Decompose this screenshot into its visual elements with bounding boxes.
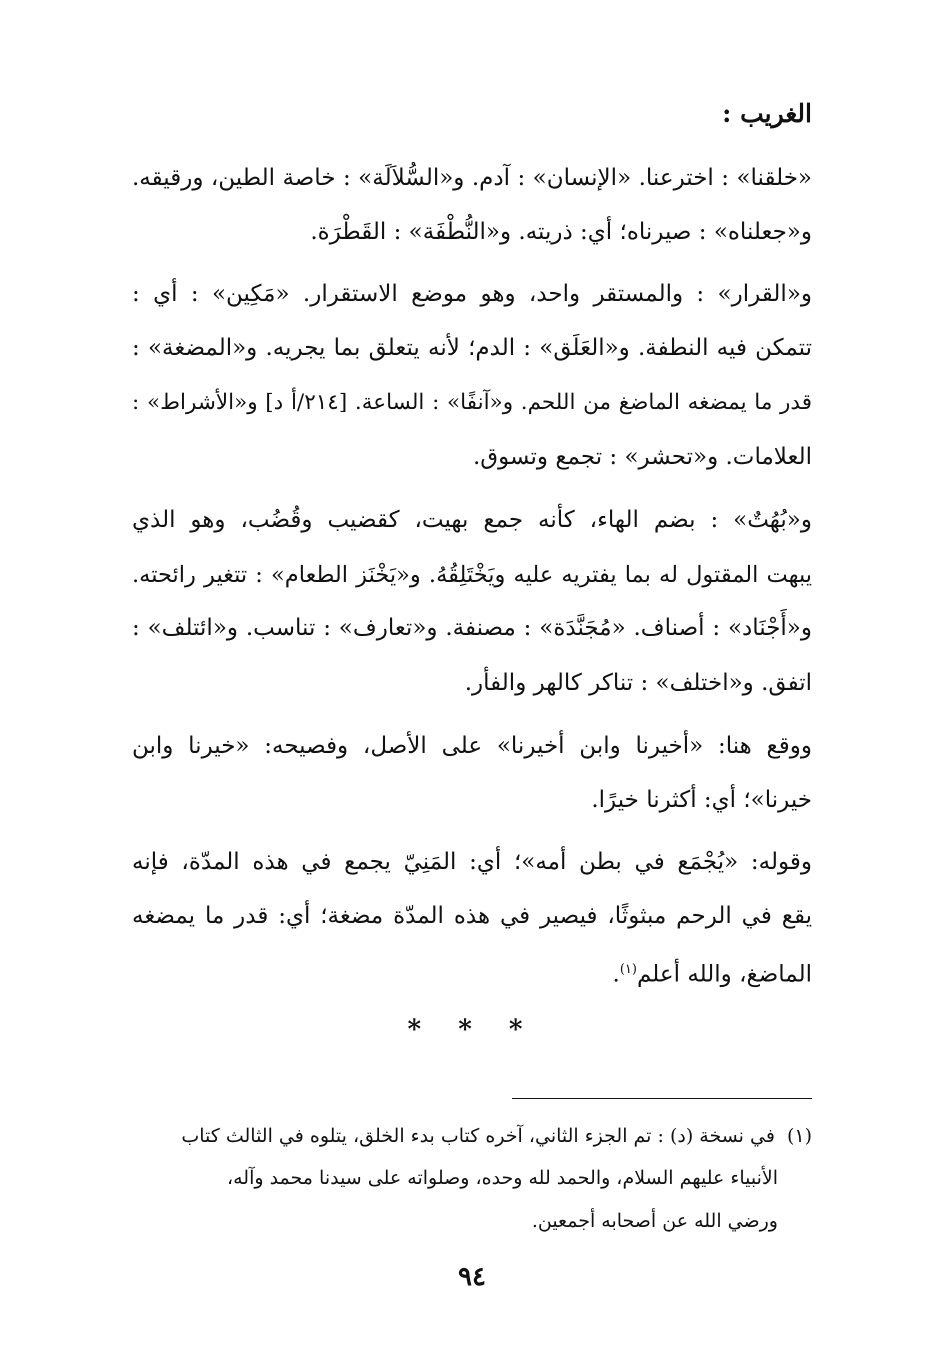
paragraph-4-line-1: ووقع هنا: «أخيرنا وابن أخيرنا» على الأصل، وفصيحه: «خيرنا وابن [132, 733, 812, 759]
paragraph-5-line-3-text: الماضغ، والله أعلم [636, 961, 812, 988]
section-separator: * * * [407, 1015, 537, 1045]
paragraph-2-line-3: قدر ما يمضغه الماضغ من اللحم. و«آنفًا» : الساعة. [٢١٤/أ د] و«الأشراط» : [132, 390, 812, 415]
paragraph-1-line-1: «خلقنا» : اخترعنا. «الإنسان» : آدم. و«السُّلاَلَة» : خاصة الطين، ورقيقه. [132, 165, 812, 191]
paragraph-2-line-4: العلامات. و«تحشر» : تجمع وتسوق. [472, 444, 812, 470]
paragraph-5-end-punct: . [612, 961, 620, 988]
paragraph-1-line-2: و«جعلناه» : صيرناه؛ أي: ذريته. و«النُّطْفَة» : القَطْرَة. [310, 219, 812, 245]
footnote-divider [512, 1098, 812, 1099]
section-heading: الغريب : [722, 99, 812, 128]
paragraph-3-line-1: و«بُهُتٌ» : بضم الهاء، كأنه جمع بهيت، كقضيب وقُضُب، وهو الذي [132, 507, 812, 533]
paragraph-5-line-3 [132, 950, 812, 990]
paragraph-4-line-2: خيرنا»؛ أي: أكثرنا خيرًا. [591, 787, 812, 813]
footnote-number: (١) [786, 1125, 812, 1147]
paragraph-5-line-2: يقع في الرحم مبثوثًا، فيصير في هذه المدّة مضغة؛ أي: قدر ما يمضغه [132, 903, 812, 929]
page-number: ٩٤ [458, 1262, 486, 1292]
footnote-line-1-text: في نسخة (د) : تم الجزء الثاني، آخره كتاب بدء الخلق، يتلوه في الثالث كتاب [181, 1125, 775, 1147]
paragraph-2-line-1: و«القرار» : والمستقر واحد، وهو موضع الاستقرار. «مَكِين» : أي : [132, 281, 812, 307]
footnote-line-3: ورضي الله عن أصحابه أجمعين. [531, 1210, 778, 1232]
paragraph-3-line-2: يبهت المقتول له بما يفتريه عليه ويَخْتَلِقُهُ. و«يَخْنَز الطعام» : تتغير رائحته. [132, 562, 812, 588]
footnote-reference: (١) [619, 962, 637, 977]
paragraph-3-line-4: اتفق. و«اختلف» : تناكر كالهر والفأر. [464, 670, 812, 696]
paragraph-3-line-3: و«أَجْنَاد» : أصناف. «مُجَنَّدَة» : مصنفة. و«تعارف» : تناسب. و«ائتلف» : [132, 615, 812, 641]
paragraph-5-line-1: وقوله: «يُجْمَع في بطن أمه»؛ أي: المَنِيّ يجمع في هذه المدّة، فإنه [132, 849, 812, 875]
paragraph-2-line-2: تتمكن فيه النطفة. و«العَلَق» : الدم؛ لأنه يتعلق بما يجريه. و«المضغة» : [132, 335, 812, 361]
footnote-line-2: الأنبياء عليهم السلام، والحمد لله وحده، وصلواته على سيدنا محمد وآله، [226, 1167, 778, 1189]
footnote-line-1 [132, 1118, 812, 1154]
